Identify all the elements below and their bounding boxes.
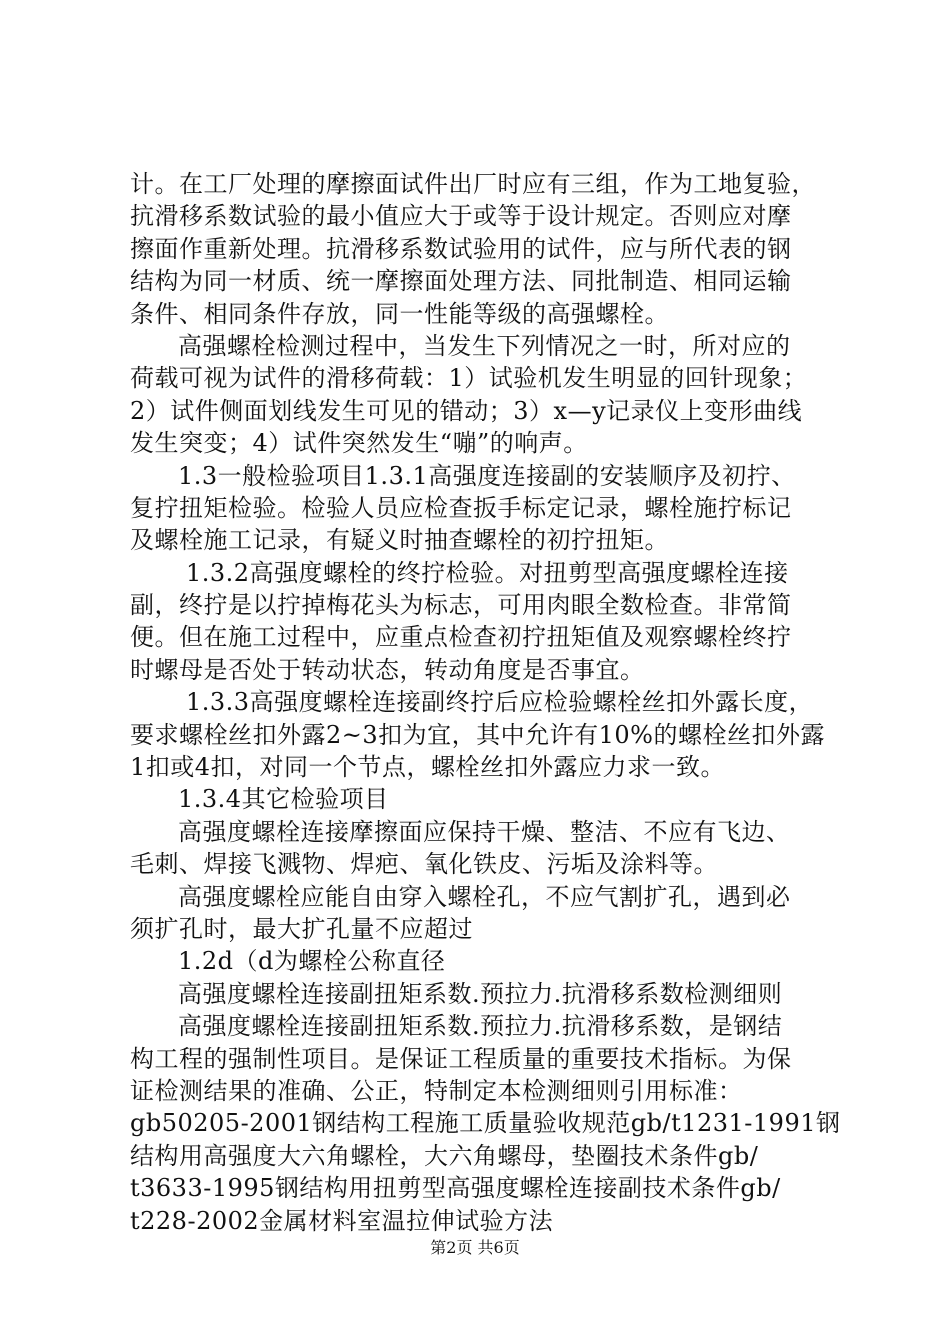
text-line: 及螺栓施工记录，有疑义时抽查螺栓的初拧扭矩。 bbox=[130, 526, 669, 555]
text-line: 构工程的强制性项目。是保证工程质量的重要技术指标。为保 bbox=[130, 1044, 792, 1073]
text-line: 复拧扭矩检验。检验人员应检查扳手标定记录，螺栓施拧标记 bbox=[130, 493, 792, 522]
paragraph-first-line: 1.3.2高强度螺栓的终拧检验。对扭剪型高强度螺栓连接 bbox=[186, 558, 789, 587]
paragraph-first-line: 高强度螺栓连接摩擦面应保持干燥、整洁、不应有飞边、 bbox=[178, 817, 791, 846]
text-line: 时螺母是否处于转动状态，转动角度是否事宜。 bbox=[130, 655, 645, 684]
paragraph-first-line: 高强螺栓检测过程中，当发生下列情况之一时，所对应的 bbox=[178, 331, 791, 360]
paragraph-first-line: 1.2d（d为螺栓公称直径 bbox=[178, 947, 446, 976]
text-line: 证检测结果的准确、公正，特制定本检测细则引用标准： bbox=[130, 1076, 743, 1105]
text-line: t228-2002金属材料室温拉伸试验方法 bbox=[130, 1206, 554, 1235]
text-line: gb50205-2001钢结构工程施工质量验收规范gb/t1231-1991钢 bbox=[130, 1109, 841, 1138]
text-line: 擦面作重新处理。抗滑移系数试验用的试件，应与所代表的钢 bbox=[130, 234, 792, 263]
text-line: 条件、相同条件存放，同一性能等级的高强螺栓。 bbox=[130, 299, 669, 328]
text-line: t3633-1995钢结构用扭剪型高强度螺栓连接副技术条件gb/ bbox=[130, 1174, 781, 1203]
paragraph-first-line: 高强度螺栓应能自由穿入螺栓孔，不应气割扩孔，遇到必 bbox=[178, 882, 791, 911]
paragraph-first-line: 1.3.3高强度螺栓连接副终拧后应检验螺栓丝扣外露长度， bbox=[186, 688, 814, 717]
text-line: 发生突变；4）试件突然发生“嘣”的响声。 bbox=[130, 429, 588, 458]
text-line: 1扣或4扣，对同一个节点，螺栓丝扣外露应力求一致。 bbox=[130, 753, 726, 782]
text-line: 毛刺、焊接飞溅物、焊疤、氧化铁皮、污垢及涂料等。 bbox=[130, 850, 718, 879]
text-line: 副，终拧是以拧掉梅花头为标志，可用肉眼全数检查。非常简 bbox=[130, 591, 792, 620]
text-line: 结构用高强度大六角螺栓，大六角螺母，垫圈技术条件gb/ bbox=[130, 1141, 759, 1170]
text-line: 便。但在施工过程中，应重点检查初拧扭矩值及观察螺栓终拧 bbox=[130, 623, 792, 652]
text-line: 须扩孔时，最大扩孔量不应超过 bbox=[130, 914, 473, 943]
text-line: 抗滑移系数试验的最小值应大于或等于设计规定。否则应对摩 bbox=[130, 202, 792, 231]
document-body bbox=[130, 168, 841, 1237]
paragraph-first-line: 高强度螺栓连接副扭矩系数.预拉力.抗滑移系数，是钢结 bbox=[178, 1012, 783, 1041]
text-line: 要求螺栓丝扣外露2~3扣为宜，其中允许有10%的螺栓丝扣外露 bbox=[130, 720, 825, 749]
page-number-footer: 第2页 共6页 bbox=[430, 1238, 520, 1257]
text-line: 计。在工厂处理的摩擦面试件出厂时应有三组，作为工地复验， bbox=[130, 170, 816, 198]
text-line: 2）试件侧面划线发生可见的错动；3）x—y记录仪上变形曲线 bbox=[130, 396, 803, 425]
text-line: 结构为同一材质、统一摩擦面处理方法、同批制造、相同运输 bbox=[130, 267, 792, 296]
paragraph-first-line: 1.3一般检验项目1.3.1高强度连接副的安装顺序及初拧、 bbox=[178, 461, 796, 490]
section-heading: 1.3.4其它检验项目 bbox=[178, 785, 389, 814]
text-line: 荷载可视为试件的滑移荷载：1）试验机发生明显的回针现象； bbox=[130, 364, 808, 393]
document-title: 高强度螺栓连接副扭矩系数.预拉力.抗滑移系数检测细则 bbox=[178, 979, 783, 1008]
